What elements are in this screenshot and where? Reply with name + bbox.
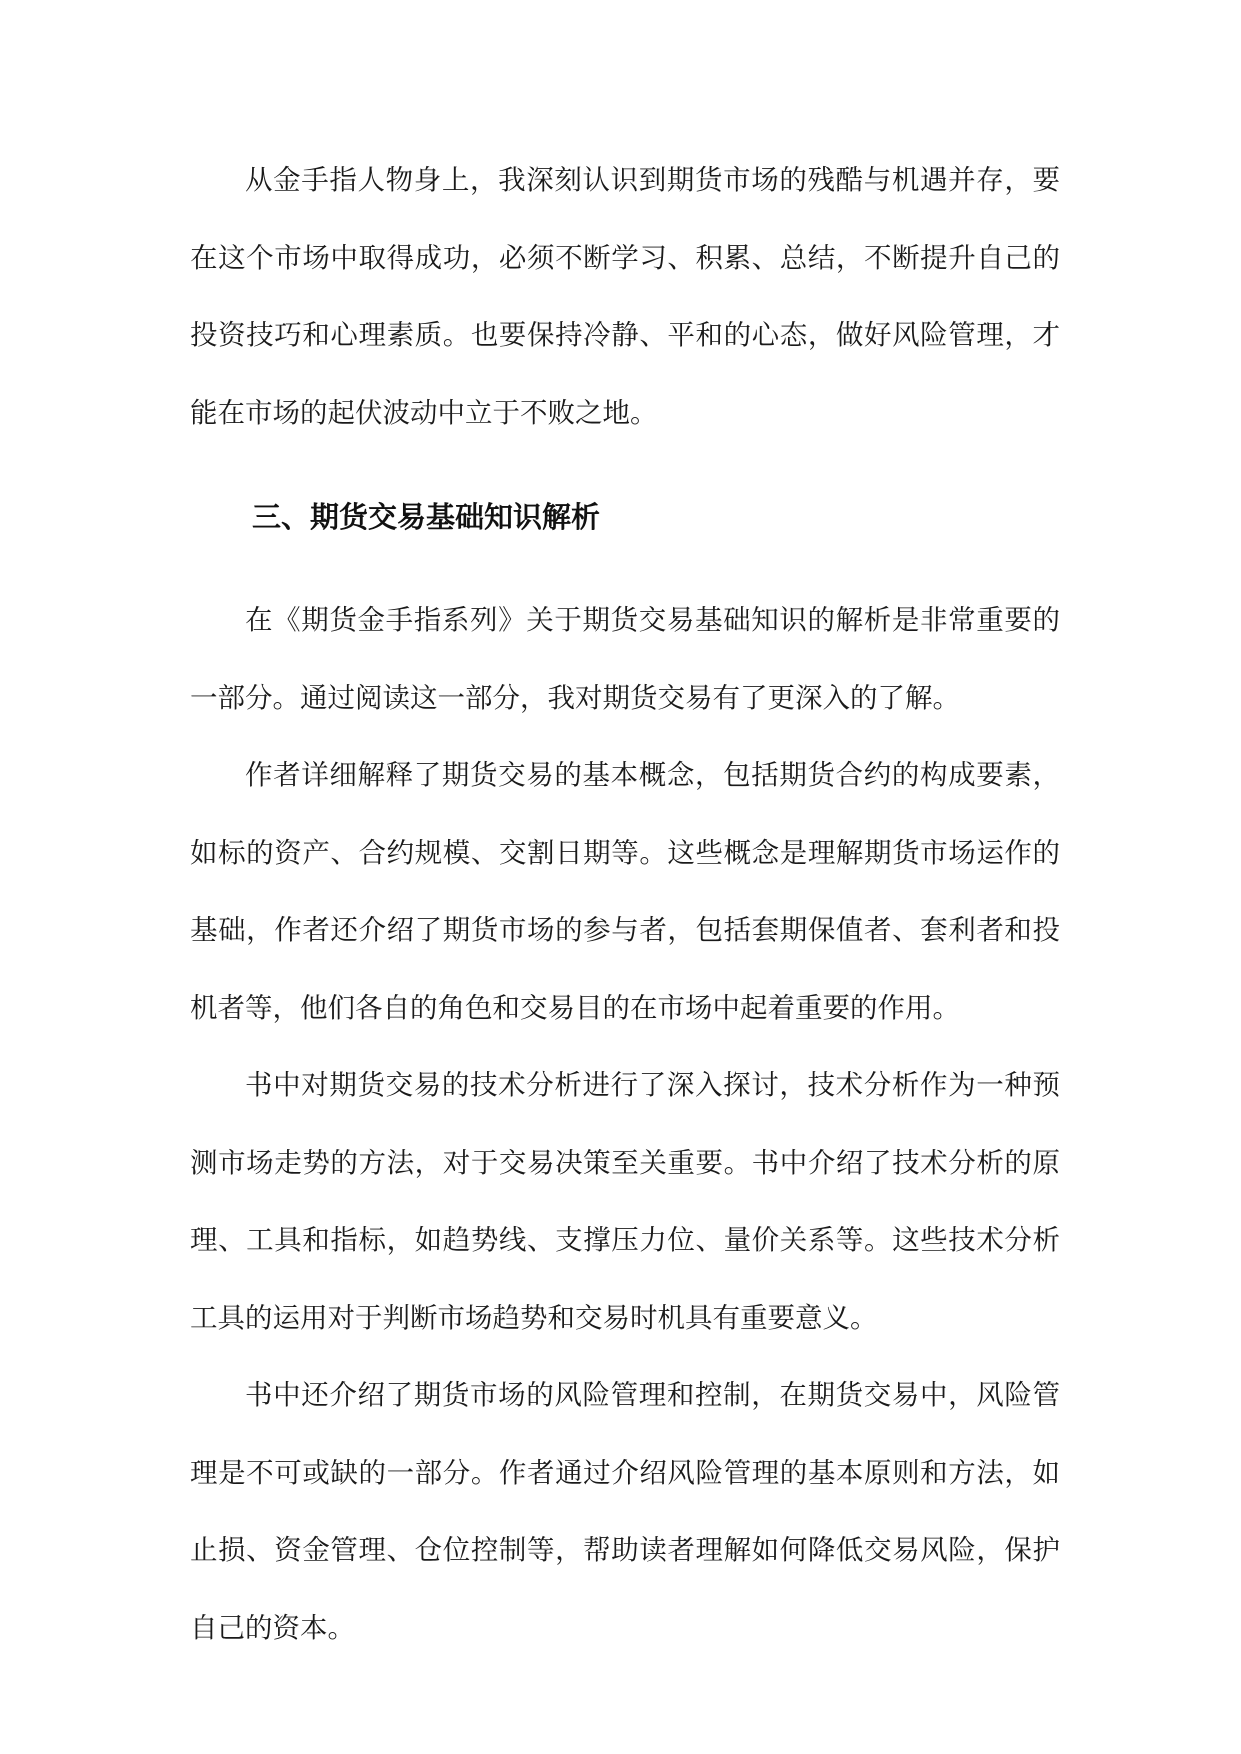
paragraph-technical-analysis: 书中对期货交易的技术分析进行了深入探讨，技术分析作为一种预测市场走势的方法，对于交易决策至关重要。书中介绍了技术分析的原理、工具和指标，如趋势线、支撑压力位、量价关系等。这些技术分析工具的运用对于判断市场趋势和交易时机具有重要意义。 xyxy=(190,1069,1060,1334)
paragraph-risk-management: 书中还介绍了期货市场的风险管理和控制，在期货交易中，风险管理是不可或缺的一部分。作者通过介绍风险管理的基本原则和方法，如止损、资金管理、仓位控制等，帮助读者理解如何降低交易风险，保护自己的资本。 xyxy=(190,1379,1060,1644)
document-body xyxy=(190,142,1060,1667)
paragraph-basic-concepts: 作者详细解释了期货交易的基本概念，包括期货合约的构成要素，如标的资产、合约规模、交割日期等。这些概念是理解期货市场运作的基础，作者还介绍了期货市场的参与者，包括套期保值者、套利者和投机者等，他们各自的角色和交易目的在市场中起着重要的作用。 xyxy=(190,759,1060,1024)
section-heading: 三、期货交易基础知识解析 xyxy=(252,500,601,534)
paragraph-basics-intro: 在《期货金手指系列》关于期货交易基础知识的解析是非常重要的一部分。通过阅读这一部分，我对期货交易有了更深入的了解。 xyxy=(190,604,1060,714)
paragraph-golden-finger-reflection: 从金手指人物身上，我深刻认识到期货市场的残酷与机遇并存，要在这个市场中取得成功，必须不断学习、积累、总结，不断提升自己的投资技巧和心理素质。也要保持冷静、平和的心态，做好风险管理，才能在市场的起伏波动中立于不败之地。 xyxy=(190,164,1060,429)
